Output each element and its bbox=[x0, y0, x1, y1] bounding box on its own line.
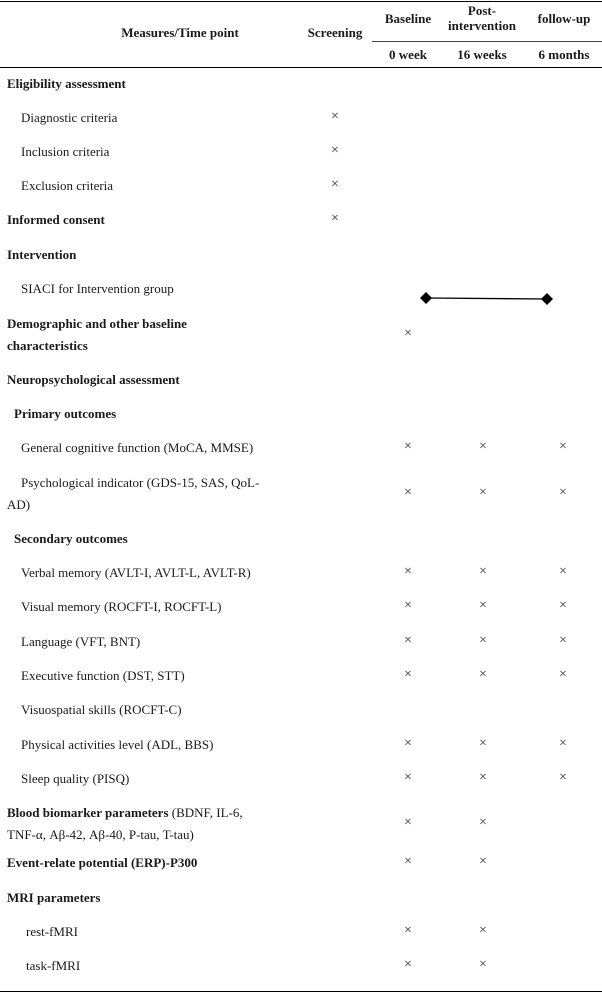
header-followup: follow-up bbox=[537, 11, 591, 26]
row-rest-fmri: rest-fMRI bbox=[26, 924, 78, 939]
mark-physical-followup: × bbox=[559, 736, 567, 751]
row-visuospatial: Visuospatial skills (ROCFT-C) bbox=[21, 702, 182, 717]
start-diamond-icon bbox=[420, 292, 432, 304]
mark-verbal-followup: × bbox=[559, 564, 567, 579]
row-primary: Primary outcomes bbox=[14, 406, 117, 421]
row-verbal: Verbal memory (AVLT-I, AVLT-L, AVLT-R) bbox=[21, 565, 251, 580]
header-measures: Measures/Time point bbox=[121, 25, 239, 40]
row-visual: Visual memory (ROCFT-I, ROCFT-L) bbox=[21, 599, 222, 614]
subheader-rule bbox=[372, 41, 602, 42]
header-months6: 6 months bbox=[538, 47, 590, 62]
mark-visual-post: × bbox=[479, 598, 487, 613]
row-psych-line1: Psychological indicator (GDS-15, SAS, QoL- bbox=[21, 475, 260, 490]
mark-physical-baseline: × bbox=[404, 736, 412, 751]
mark-sleep-followup: × bbox=[559, 770, 567, 785]
mark-language-baseline: × bbox=[404, 633, 412, 648]
row-erp: Event-relate potential (ERP)-P300 bbox=[7, 855, 198, 870]
mark-erp-baseline: × bbox=[404, 854, 412, 869]
mark-diagnostic-screening: × bbox=[331, 109, 339, 124]
mark-verbal-post: × bbox=[479, 564, 487, 579]
row-general: General cognitive function (MoCA, MMSE) bbox=[21, 440, 254, 455]
mark-rest-fmri-post: × bbox=[479, 923, 487, 938]
row-siaci: SIACI for Intervention group bbox=[21, 281, 174, 296]
mark-inclusion-screening: × bbox=[331, 143, 339, 158]
mark-verbal-baseline: × bbox=[404, 564, 412, 579]
mark-general-followup: × bbox=[559, 439, 567, 454]
mark-visual-baseline: × bbox=[404, 598, 412, 613]
row-task-fmri: task-fMRI bbox=[26, 958, 81, 973]
row-blood-line1 bbox=[7, 802, 243, 823]
mark-consent-screening: × bbox=[331, 211, 339, 226]
mark-sleep-post: × bbox=[479, 770, 487, 785]
header-baseline: Baseline bbox=[384, 11, 432, 26]
mark-exclusion-screening: × bbox=[331, 177, 339, 192]
header-post-line1: Post- bbox=[467, 3, 497, 18]
mark-psych-baseline: × bbox=[404, 485, 412, 500]
row-neuro: Neuropsychological assessment bbox=[7, 372, 180, 387]
top-rule bbox=[0, 1, 602, 2]
row-consent: Informed consent bbox=[7, 212, 105, 227]
mark-visual-followup: × bbox=[559, 598, 567, 613]
mark-blood-post: × bbox=[479, 815, 487, 830]
mark-sleep-baseline: × bbox=[404, 770, 412, 785]
row-demographic-line1: Demographic and other baseline bbox=[7, 316, 187, 331]
row-language: Language (VFT, BNT) bbox=[21, 634, 141, 649]
mark-erp-post: × bbox=[479, 854, 487, 869]
header-week16: 16 weeks bbox=[457, 47, 507, 62]
row-intervention: Intervention bbox=[7, 247, 77, 262]
mark-psych-post: × bbox=[479, 485, 487, 500]
mark-general-baseline: × bbox=[404, 439, 412, 454]
mark-rest-fmri-baseline: × bbox=[404, 923, 412, 938]
row-executive: Executive function (DST, STT) bbox=[21, 668, 185, 683]
mark-general-post: × bbox=[479, 439, 487, 454]
row-secondary: Secondary outcomes bbox=[14, 531, 128, 546]
mark-blood-baseline: × bbox=[404, 815, 412, 830]
row-sleep: Sleep quality (PISQ) bbox=[21, 771, 130, 786]
row-diagnostic: Diagnostic criteria bbox=[21, 110, 118, 125]
duration-line bbox=[426, 298, 547, 299]
header-post-line2: intervention bbox=[448, 18, 516, 33]
mark-physical-post: × bbox=[479, 736, 487, 751]
mark-executive-post: × bbox=[479, 667, 487, 682]
header-screening: Screening bbox=[307, 25, 363, 40]
row-physical: Physical activities level (ADL, BBS) bbox=[21, 737, 214, 752]
row-mri: MRI parameters bbox=[7, 890, 101, 905]
row-eligibility: Eligibility assessment bbox=[7, 76, 126, 91]
mark-demographic-baseline: × bbox=[404, 326, 412, 341]
mark-psych-followup: × bbox=[559, 485, 567, 500]
row-demographic-line2: characteristics bbox=[7, 338, 88, 353]
mark-task-fmri-baseline: × bbox=[404, 957, 412, 972]
mark-task-fmri-post: × bbox=[479, 957, 487, 972]
row-inclusion: Inclusion criteria bbox=[21, 144, 110, 159]
header-week0: 0 week bbox=[389, 47, 427, 62]
mark-language-post: × bbox=[479, 633, 487, 648]
row-exclusion: Exclusion criteria bbox=[21, 178, 114, 193]
blood-label: Blood biomarker parameters bbox=[7, 805, 169, 820]
mark-executive-baseline: × bbox=[404, 667, 412, 682]
header-bottom-rule bbox=[0, 67, 602, 68]
mark-language-followup: × bbox=[559, 633, 567, 648]
end-diamond-icon bbox=[541, 293, 553, 305]
mark-executive-followup: × bbox=[559, 667, 567, 682]
bottom-rule bbox=[0, 991, 602, 992]
row-blood-line2: TNF-α, Aβ-42, Aβ-40, P-tau, T-tau) bbox=[7, 827, 194, 842]
blood-markers: (BDNF, IL-6, bbox=[168, 805, 243, 820]
row-psych-line2: AD) bbox=[7, 497, 31, 512]
